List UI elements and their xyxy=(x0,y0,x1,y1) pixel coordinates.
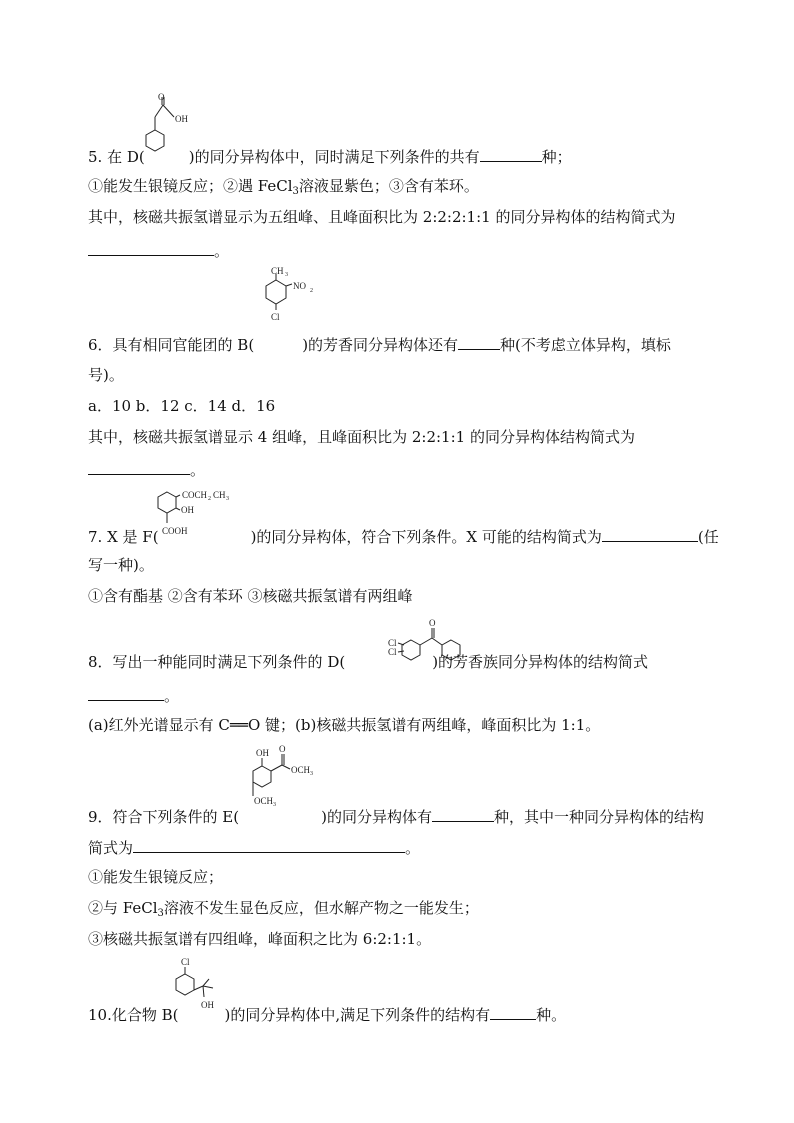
q5-stem xyxy=(88,145,572,167)
q9-structure-blank[interactable] xyxy=(133,836,405,853)
svg-text:Cl: Cl xyxy=(271,312,280,322)
svg-text:3: 3 xyxy=(285,272,288,278)
q9-cond1: ①能发生银镜反应； xyxy=(88,868,224,886)
svg-text:Cl: Cl xyxy=(181,957,190,967)
q6-stem: 6．具有相同官能团的 B( )的芳香同分异构体还有 种(不考虑立体异构，填标 xyxy=(88,333,671,355)
q5-stem-pre: 5. 在 D( xyxy=(88,148,145,166)
q7-conditions: ①含有酯基 ②含有苯环 ③核磁共振氢谱有两组峰 xyxy=(88,587,413,605)
q9-structure xyxy=(256,744,356,810)
svg-text:COCH: COCH xyxy=(182,490,208,500)
svg-text:OH: OH xyxy=(256,748,269,758)
q5-conditions: ①能发生银镜反应；②遇 FeCl$_3$溶液显紫色；③含有苯环。 xyxy=(88,177,479,197)
svg-text:OH: OH xyxy=(201,1000,214,1010)
q6-line2: 号)。 xyxy=(88,366,124,384)
svg-text:3: 3 xyxy=(310,771,313,777)
svg-text:O: O xyxy=(429,618,436,628)
svg-text:Cl: Cl xyxy=(388,638,397,648)
q8-conditions: (a)红外光谱显示有 C══O 键；(b)核磁共振氢谱有两组峰，峰面积比为 1:1。 xyxy=(88,716,601,734)
q9-line2: 简式为 。 xyxy=(88,836,420,858)
q6-line4: 其中，核磁共振氢谱显示 4 组峰，且峰面积比为 2:2:1:1 的同分异构体结构简式为 xyxy=(88,428,635,446)
q5-line4: 。 xyxy=(88,239,229,261)
q7-stem: 7. X 是 F( )的同分异构体，符合下列条件。X 可能的结构简式为 (任 xyxy=(88,525,719,547)
q9-stem: 9．符合下列条件的 E( )的同分异构体有 种，其中一种同分异构体的结构 xyxy=(88,805,704,827)
q5-unit: 种； xyxy=(541,148,572,166)
q5-structure-blank[interactable] xyxy=(88,239,214,256)
svg-text:2: 2 xyxy=(208,496,211,502)
q6-answer-blank[interactable] xyxy=(458,333,500,350)
svg-text:CH: CH xyxy=(271,266,284,276)
q5-line3: 其中，核磁共振氢谱显示为五组峰、且峰面积比为 2:2:2:1:1 的同分异构体的结构简式为 xyxy=(88,208,676,226)
q5-mol-oh: OH xyxy=(175,114,188,124)
svg-text:OH: OH xyxy=(181,505,194,515)
q6-structure-blank[interactable] xyxy=(88,458,190,475)
q5-mol-o: O xyxy=(158,92,165,102)
svg-text:OCH: OCH xyxy=(291,765,311,775)
svg-text:3: 3 xyxy=(226,496,229,502)
svg-text:3: 3 xyxy=(273,802,276,808)
q9-cond2: ②与 FeCl$_3$溶液不发生显色反应，但水解产物之一能发生； xyxy=(88,899,479,919)
q6-options: a．10 b．12 c．14 d．16 xyxy=(88,397,276,415)
svg-text:NO: NO xyxy=(293,281,306,291)
q6-structure xyxy=(257,266,327,332)
q10-answer-blank[interactable] xyxy=(490,1003,536,1020)
svg-text:Cl: Cl xyxy=(388,647,397,657)
svg-text:O: O xyxy=(279,744,286,754)
q7-line2: 写一种)。 xyxy=(88,556,154,574)
q9-cond3: ③核磁共振氢谱有四组峰，峰面积之比为 6:2:1:1。 xyxy=(88,930,432,948)
svg-text:COOH: COOH xyxy=(162,526,188,536)
q5-stem-post: )的同分异构体中，同时满足下列条件的共有 xyxy=(188,148,480,166)
svg-text:OCH: OCH xyxy=(254,796,274,806)
svg-text:CH: CH xyxy=(213,490,226,500)
q10-stem: 10.化合物 B( )的同分异构体中,满足下列条件的结构有 种。 xyxy=(88,1003,566,1025)
q5-answer-blank[interactable] xyxy=(480,145,542,162)
q9-answer-blank[interactable] xyxy=(432,805,494,822)
svg-text:2: 2 xyxy=(310,288,313,294)
q7-answer-blank[interactable] xyxy=(602,525,698,542)
q8-structure-blank[interactable] xyxy=(88,684,164,701)
q8-stem: 8．写出一种能同时满足下列条件的 D( )的芳香族同分异构体的结构简式 xyxy=(88,653,649,671)
q6-line5: 。 xyxy=(88,458,205,480)
q8-line2: 。 xyxy=(88,684,179,706)
